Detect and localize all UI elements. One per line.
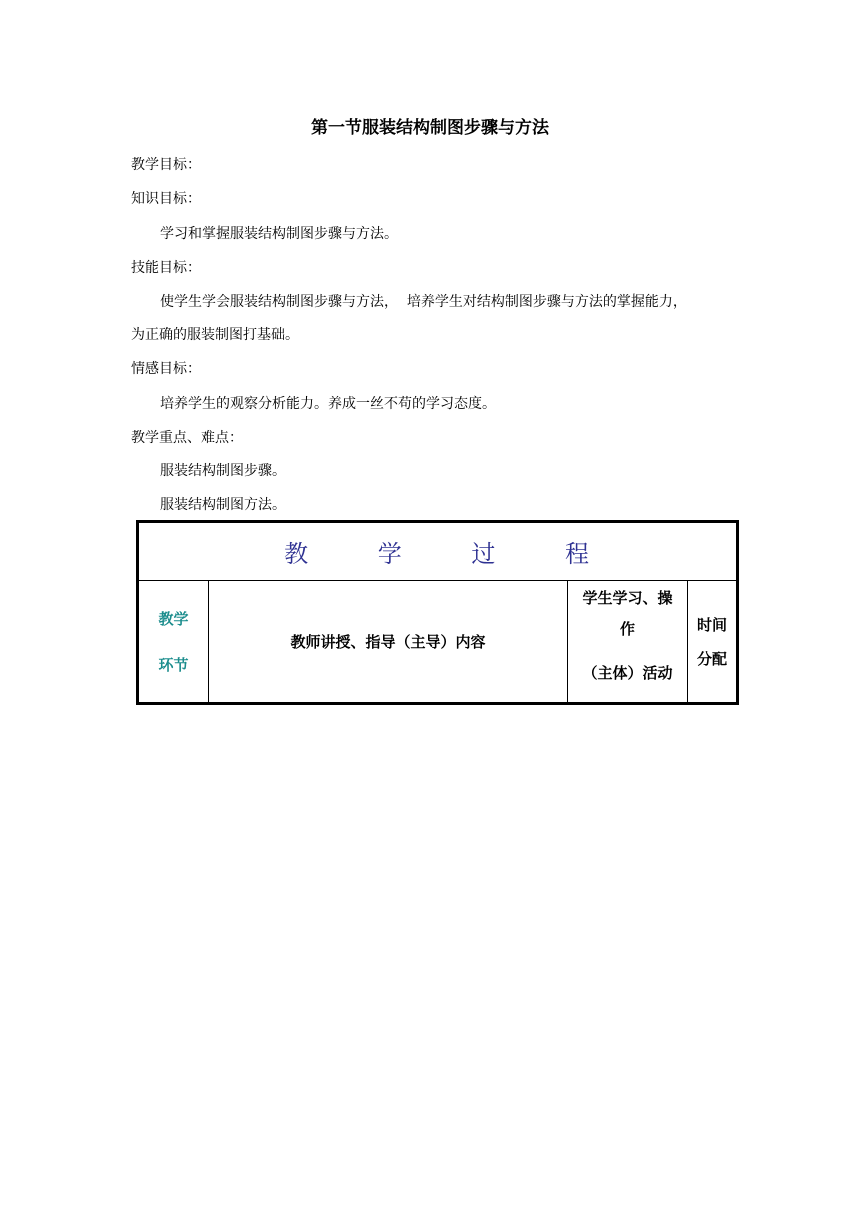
- time-header-line: 时间: [697, 615, 728, 634]
- teaching-process-table: [136, 520, 739, 705]
- key-points-label: 教学重点、难点：: [131, 430, 243, 446]
- skill-goal-text: 使学生学会服装结构制图步骤与方法， 培养学生对结构制图步骤与方法的掌握能力，: [160, 294, 687, 310]
- key-point-steps: 服装结构制图步骤。: [160, 463, 286, 479]
- student-header-line: （主体）活动: [582, 663, 673, 682]
- column-header-time: [688, 581, 738, 704]
- heading-char: 教: [284, 540, 311, 568]
- time-header-line: 分配: [697, 649, 728, 668]
- emotion-goal-label: 情感目标：: [131, 361, 201, 377]
- stage-header-line: 教学: [158, 609, 189, 628]
- column-header-student: [568, 581, 688, 704]
- heading-char: 学: [377, 540, 404, 568]
- emotion-goal-text: 培养学生的观察分析能力。养成一丝不苟的学习态度。: [160, 396, 496, 412]
- teaching-process-heading: [138, 522, 738, 581]
- page-title: 第一节服装结构制图步骤与方法: [311, 118, 549, 138]
- skill-goal-text-continued: 为正确的服装制图打基础。: [131, 327, 299, 343]
- knowledge-goal-text: 学习和掌握服装结构制图步骤与方法。: [160, 226, 398, 242]
- skill-goal-label: 技能目标：: [131, 260, 201, 276]
- student-header-line: 学生学习、操: [582, 588, 673, 607]
- student-header-line: 作: [619, 619, 635, 638]
- heading-char: 程: [564, 540, 591, 568]
- column-header-stage: [138, 581, 209, 704]
- stage-header-line: 环节: [158, 655, 189, 674]
- heading-char: 过: [471, 540, 498, 568]
- teaching-goals-label: 教学目标：: [131, 157, 201, 173]
- key-point-methods: 服装结构制图方法。: [160, 497, 286, 513]
- knowledge-goal-label: 知识目标：: [131, 191, 201, 207]
- column-header-teacher: 教师讲授、指导（主导）内容: [209, 581, 568, 704]
